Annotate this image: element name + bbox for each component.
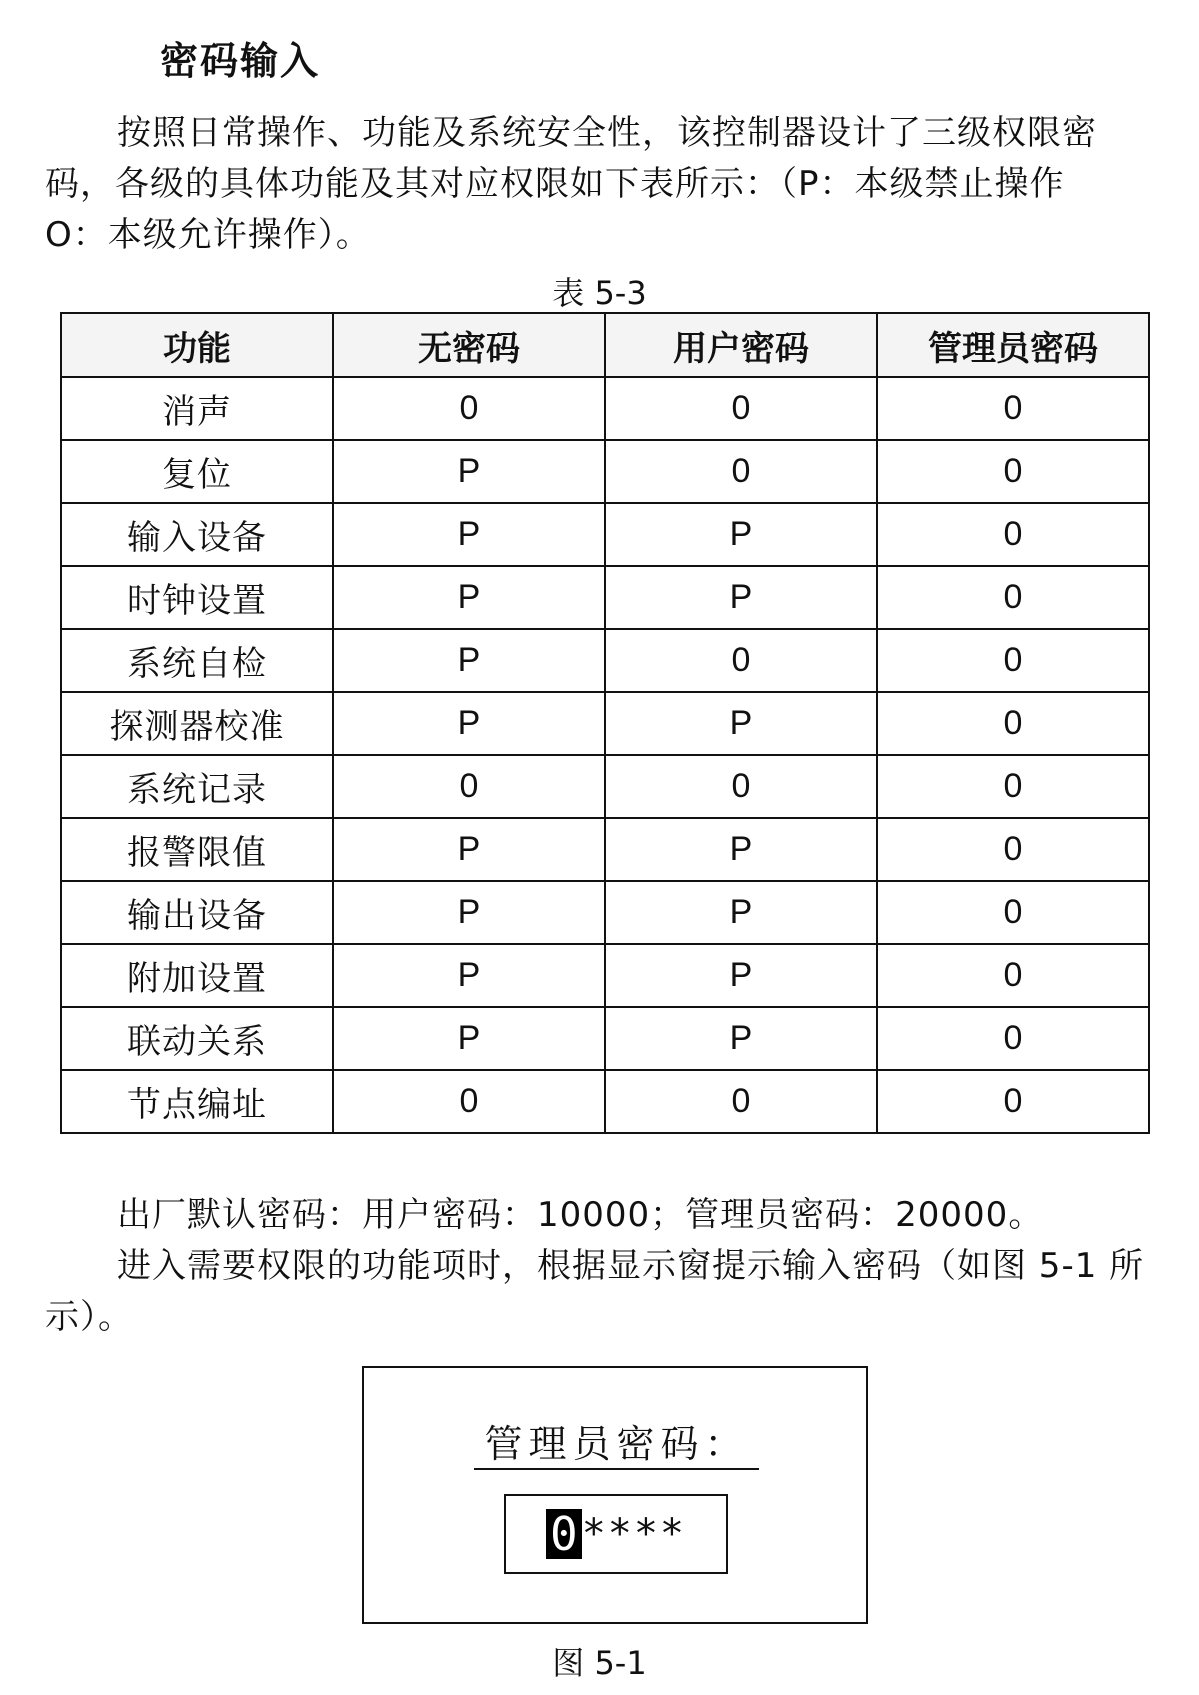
function-cell: 节点编址 <box>61 1070 333 1133</box>
figure-caption: 图 5-1 <box>552 1644 647 1682</box>
label-underline <box>474 1468 759 1470</box>
table-row <box>61 377 1149 440</box>
function-cell: 时钟设置 <box>61 566 333 629</box>
permission-cell: 0 <box>877 944 1149 1007</box>
permission-cell: 0 <box>877 440 1149 503</box>
table-body <box>61 377 1149 1133</box>
function-cell: 复位 <box>61 440 333 503</box>
permission-cell: P <box>605 818 877 881</box>
table-row <box>61 440 1149 503</box>
section-title: 密码输入 <box>160 39 321 83</box>
permission-cell: 0 <box>333 755 605 818</box>
intro-paragraph: 按照日常操作、功能及系统安全性，该控制器设计了三级权限密码，各级的具体功能及其对应权限如下表所示：（P：本级禁止操作 O：本级允许操作）。 <box>45 113 1112 255</box>
permission-table <box>60 312 1150 1134</box>
header-no-password: 无密码 <box>333 313 605 377</box>
table-row <box>61 881 1149 944</box>
permission-cell: P <box>333 440 605 503</box>
table-header-row <box>61 313 1149 377</box>
function-cell: 附加设置 <box>61 944 333 1007</box>
table-row <box>61 692 1149 755</box>
permission-cell: 0 <box>333 377 605 440</box>
permission-cell: 0 <box>605 440 877 503</box>
permission-cell: P <box>333 566 605 629</box>
admin-password-label: 管理员密码： <box>484 1422 749 1466</box>
permission-cell: 0 <box>877 1070 1149 1133</box>
permission-cell: 0 <box>605 1070 877 1133</box>
table-row <box>61 944 1149 1007</box>
permission-cell: P <box>333 629 605 692</box>
permission-cell: P <box>333 1007 605 1070</box>
permission-cell: 0 <box>605 755 877 818</box>
permission-cell: 0 <box>877 629 1149 692</box>
table-caption: 表 5-3 <box>552 274 647 312</box>
permission-cell: 0 <box>877 1007 1149 1070</box>
header-admin-password: 管理员密码 <box>877 313 1149 377</box>
permission-cell: 0 <box>877 755 1149 818</box>
function-cell: 消声 <box>61 377 333 440</box>
permission-cell: 0 <box>605 629 877 692</box>
password-input-field <box>504 1494 728 1574</box>
permission-cell: 0 <box>877 818 1149 881</box>
permission-cell: 0 <box>877 566 1149 629</box>
enter-password-paragraph: 进入需要权限的功能项时，根据显示窗提示输入密码（如图 5-1 所示）。 <box>45 1246 1145 1337</box>
table-row <box>61 629 1149 692</box>
function-cell: 输出设备 <box>61 881 333 944</box>
permission-cell: 0 <box>877 503 1149 566</box>
permission-cell: 0 <box>877 881 1149 944</box>
table-row <box>61 1007 1149 1070</box>
permission-cell: 0 <box>333 1070 605 1133</box>
permission-cell: P <box>605 566 877 629</box>
permission-cell: P <box>333 692 605 755</box>
table-row <box>61 1070 1149 1133</box>
permission-cell: P <box>605 503 877 566</box>
function-cell: 联动关系 <box>61 1007 333 1070</box>
masked-digits: **** <box>581 1511 687 1557</box>
permission-cell: 0 <box>877 692 1149 755</box>
header-user-password: 用户密码 <box>605 313 877 377</box>
function-cell: 系统记录 <box>61 755 333 818</box>
table-row <box>61 503 1149 566</box>
permission-cell: P <box>333 818 605 881</box>
permission-cell: P <box>605 692 877 755</box>
function-cell: 探测器校准 <box>61 692 333 755</box>
function-cell: 系统自检 <box>61 629 333 692</box>
permission-cell: P <box>605 1007 877 1070</box>
permission-cell: 0 <box>605 377 877 440</box>
password-display-figure <box>362 1366 868 1624</box>
table-row <box>61 566 1149 629</box>
table-row <box>61 818 1149 881</box>
default-password-paragraph: 出厂默认密码：用户密码：10000；管理员密码：20000。 <box>117 1195 1044 1235</box>
permission-cell: P <box>605 881 877 944</box>
permission-cell: P <box>333 503 605 566</box>
function-cell: 输入设备 <box>61 503 333 566</box>
table-row <box>61 755 1149 818</box>
cursor-digit: 0 <box>546 1509 582 1559</box>
permission-cell: P <box>333 881 605 944</box>
header-function: 功能 <box>61 313 333 377</box>
function-cell: 报警限值 <box>61 818 333 881</box>
permission-cell: 0 <box>877 377 1149 440</box>
permission-cell: P <box>605 944 877 1007</box>
permission-cell: P <box>333 944 605 1007</box>
